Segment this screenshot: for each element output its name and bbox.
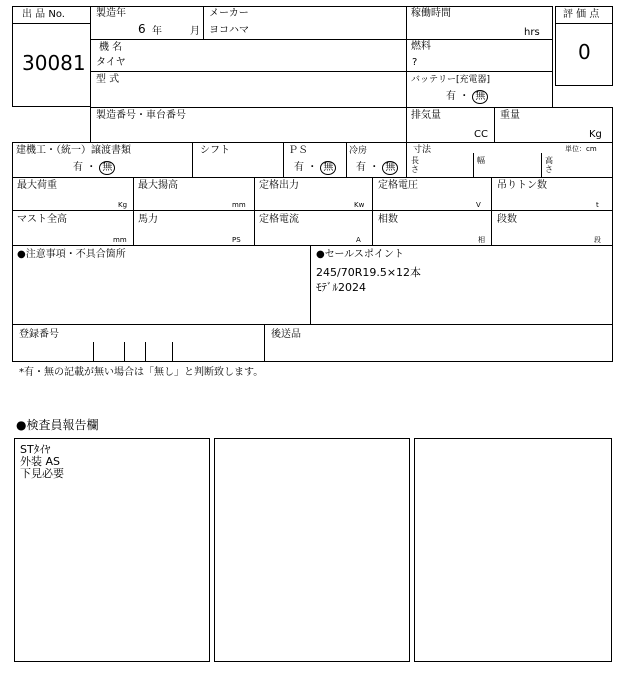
footnote: *有・無の記載が無い場合は「無し」と判断致します。 xyxy=(19,367,264,378)
year-value: 6 xyxy=(138,22,146,36)
horsepower-unit: PS xyxy=(232,236,241,244)
phase-unit: 相 xyxy=(478,236,485,244)
hoist-unit: t xyxy=(596,201,599,209)
shift-label: シフト xyxy=(200,145,230,156)
maker-value: ヨコハマ xyxy=(209,25,249,36)
ac-yes: 有 xyxy=(356,162,366,173)
row4 xyxy=(12,210,613,246)
battery-label: バッテリー[充電器] xyxy=(411,75,491,85)
mast-height-unit: mm xyxy=(113,236,127,244)
max-load-unit: Kg xyxy=(118,201,128,209)
dim-height: 高さ xyxy=(545,156,553,174)
hours-unit: hrs xyxy=(524,27,540,38)
reg-label: 登録番号 xyxy=(19,329,59,340)
sales-line-1: 245/70R19.5×12本 xyxy=(316,266,422,279)
model-name-label: 機 名 xyxy=(99,42,123,53)
displacement-label: 排気量 xyxy=(411,110,441,121)
defects-label: ●注意事項・不具合箇所 xyxy=(17,249,126,260)
score-value: 0 xyxy=(578,40,591,64)
lot-no-value: 30081 xyxy=(22,51,86,75)
hoist-label: 吊りトン数 xyxy=(497,180,547,191)
rated-voltage-label: 定格電圧 xyxy=(378,180,418,191)
rated-current-unit: A xyxy=(356,236,361,244)
sales-label: ●セールスポイント xyxy=(316,249,404,260)
cert-choice: 有 ・ 無 xyxy=(73,161,115,175)
dim-length: 長さ xyxy=(411,156,419,174)
max-load-label: 最大荷重 xyxy=(17,180,57,191)
serial-label: 製造番号・車台番号 xyxy=(96,110,186,121)
fuel-label: 燃料 xyxy=(411,41,431,52)
rated-output-label: 定格出力 xyxy=(259,180,299,191)
rated-current-label: 定格電流 xyxy=(259,214,299,225)
type-label: 型 式 xyxy=(96,74,120,85)
cert-no-circled: 無 xyxy=(99,161,115,175)
max-lift-unit: mm xyxy=(232,201,246,209)
inspector-box-2 xyxy=(214,438,410,662)
registration-block xyxy=(12,324,613,362)
ac-label: 冷房 xyxy=(349,146,368,156)
score-label: 評 価 点 xyxy=(563,9,600,20)
mast-height-label: マスト全高 xyxy=(17,214,67,225)
shipping-label: 後送品 xyxy=(271,329,301,340)
weight-unit: Kg xyxy=(589,129,602,140)
inspector-line-1: STﾀｲﾔ xyxy=(20,443,51,456)
stages-label: 段数 xyxy=(497,214,517,225)
phase-label: 相数 xyxy=(378,214,398,225)
ps-no-circled: 無 xyxy=(320,161,336,175)
battery-yes: 有 xyxy=(446,91,456,102)
inspector-line-2: 外装 AS xyxy=(20,455,61,468)
weight-label: 重量 xyxy=(500,110,520,121)
rated-voltage-unit: V xyxy=(476,201,481,209)
hours-label: 稼働時間 xyxy=(411,8,451,19)
ps-choice: 有 ・ 無 xyxy=(294,161,336,175)
inspector-title: ●検査員報告欄 xyxy=(16,418,99,432)
year-label: 製造年 xyxy=(96,8,126,19)
maker-label: メーカー xyxy=(209,8,249,19)
month-unit: 月 xyxy=(190,26,200,37)
fuel-value: ? xyxy=(412,57,418,68)
year-unit: 年 xyxy=(152,26,162,37)
displacement-unit: CC xyxy=(474,129,488,140)
sales-line-2: ﾓﾃﾞﾙ2024 xyxy=(316,281,366,294)
lot-no-label: 出 品 No. xyxy=(22,9,65,20)
battery-choice: 有 ・ 無 xyxy=(446,90,488,104)
inspector-box-3 xyxy=(414,438,612,662)
ac-choice: 有 ・ 無 xyxy=(356,161,398,175)
inspector-line-3: 下見必要 xyxy=(20,467,64,480)
dim-width: 幅 xyxy=(477,156,485,165)
cert-yes: 有 xyxy=(73,162,83,173)
horsepower-label: 馬力 xyxy=(138,214,158,225)
ac-no-circled: 無 xyxy=(382,161,398,175)
cert-label: 建機工・（統一）譲渡書類 xyxy=(16,145,131,156)
max-lift-label: 最大揚高 xyxy=(138,180,178,191)
battery-no-circled: 無 xyxy=(472,90,488,104)
stages-unit: 段 xyxy=(594,236,601,244)
rated-output-unit: Kw xyxy=(354,201,365,209)
dim-label: 寸法 xyxy=(413,145,432,155)
ps-yes: 有 xyxy=(294,162,304,173)
ps-label: ＰＳ xyxy=(288,145,308,156)
dim-unit-note: 単位：cm xyxy=(565,145,597,153)
model-name-value: タイヤ xyxy=(96,57,126,68)
